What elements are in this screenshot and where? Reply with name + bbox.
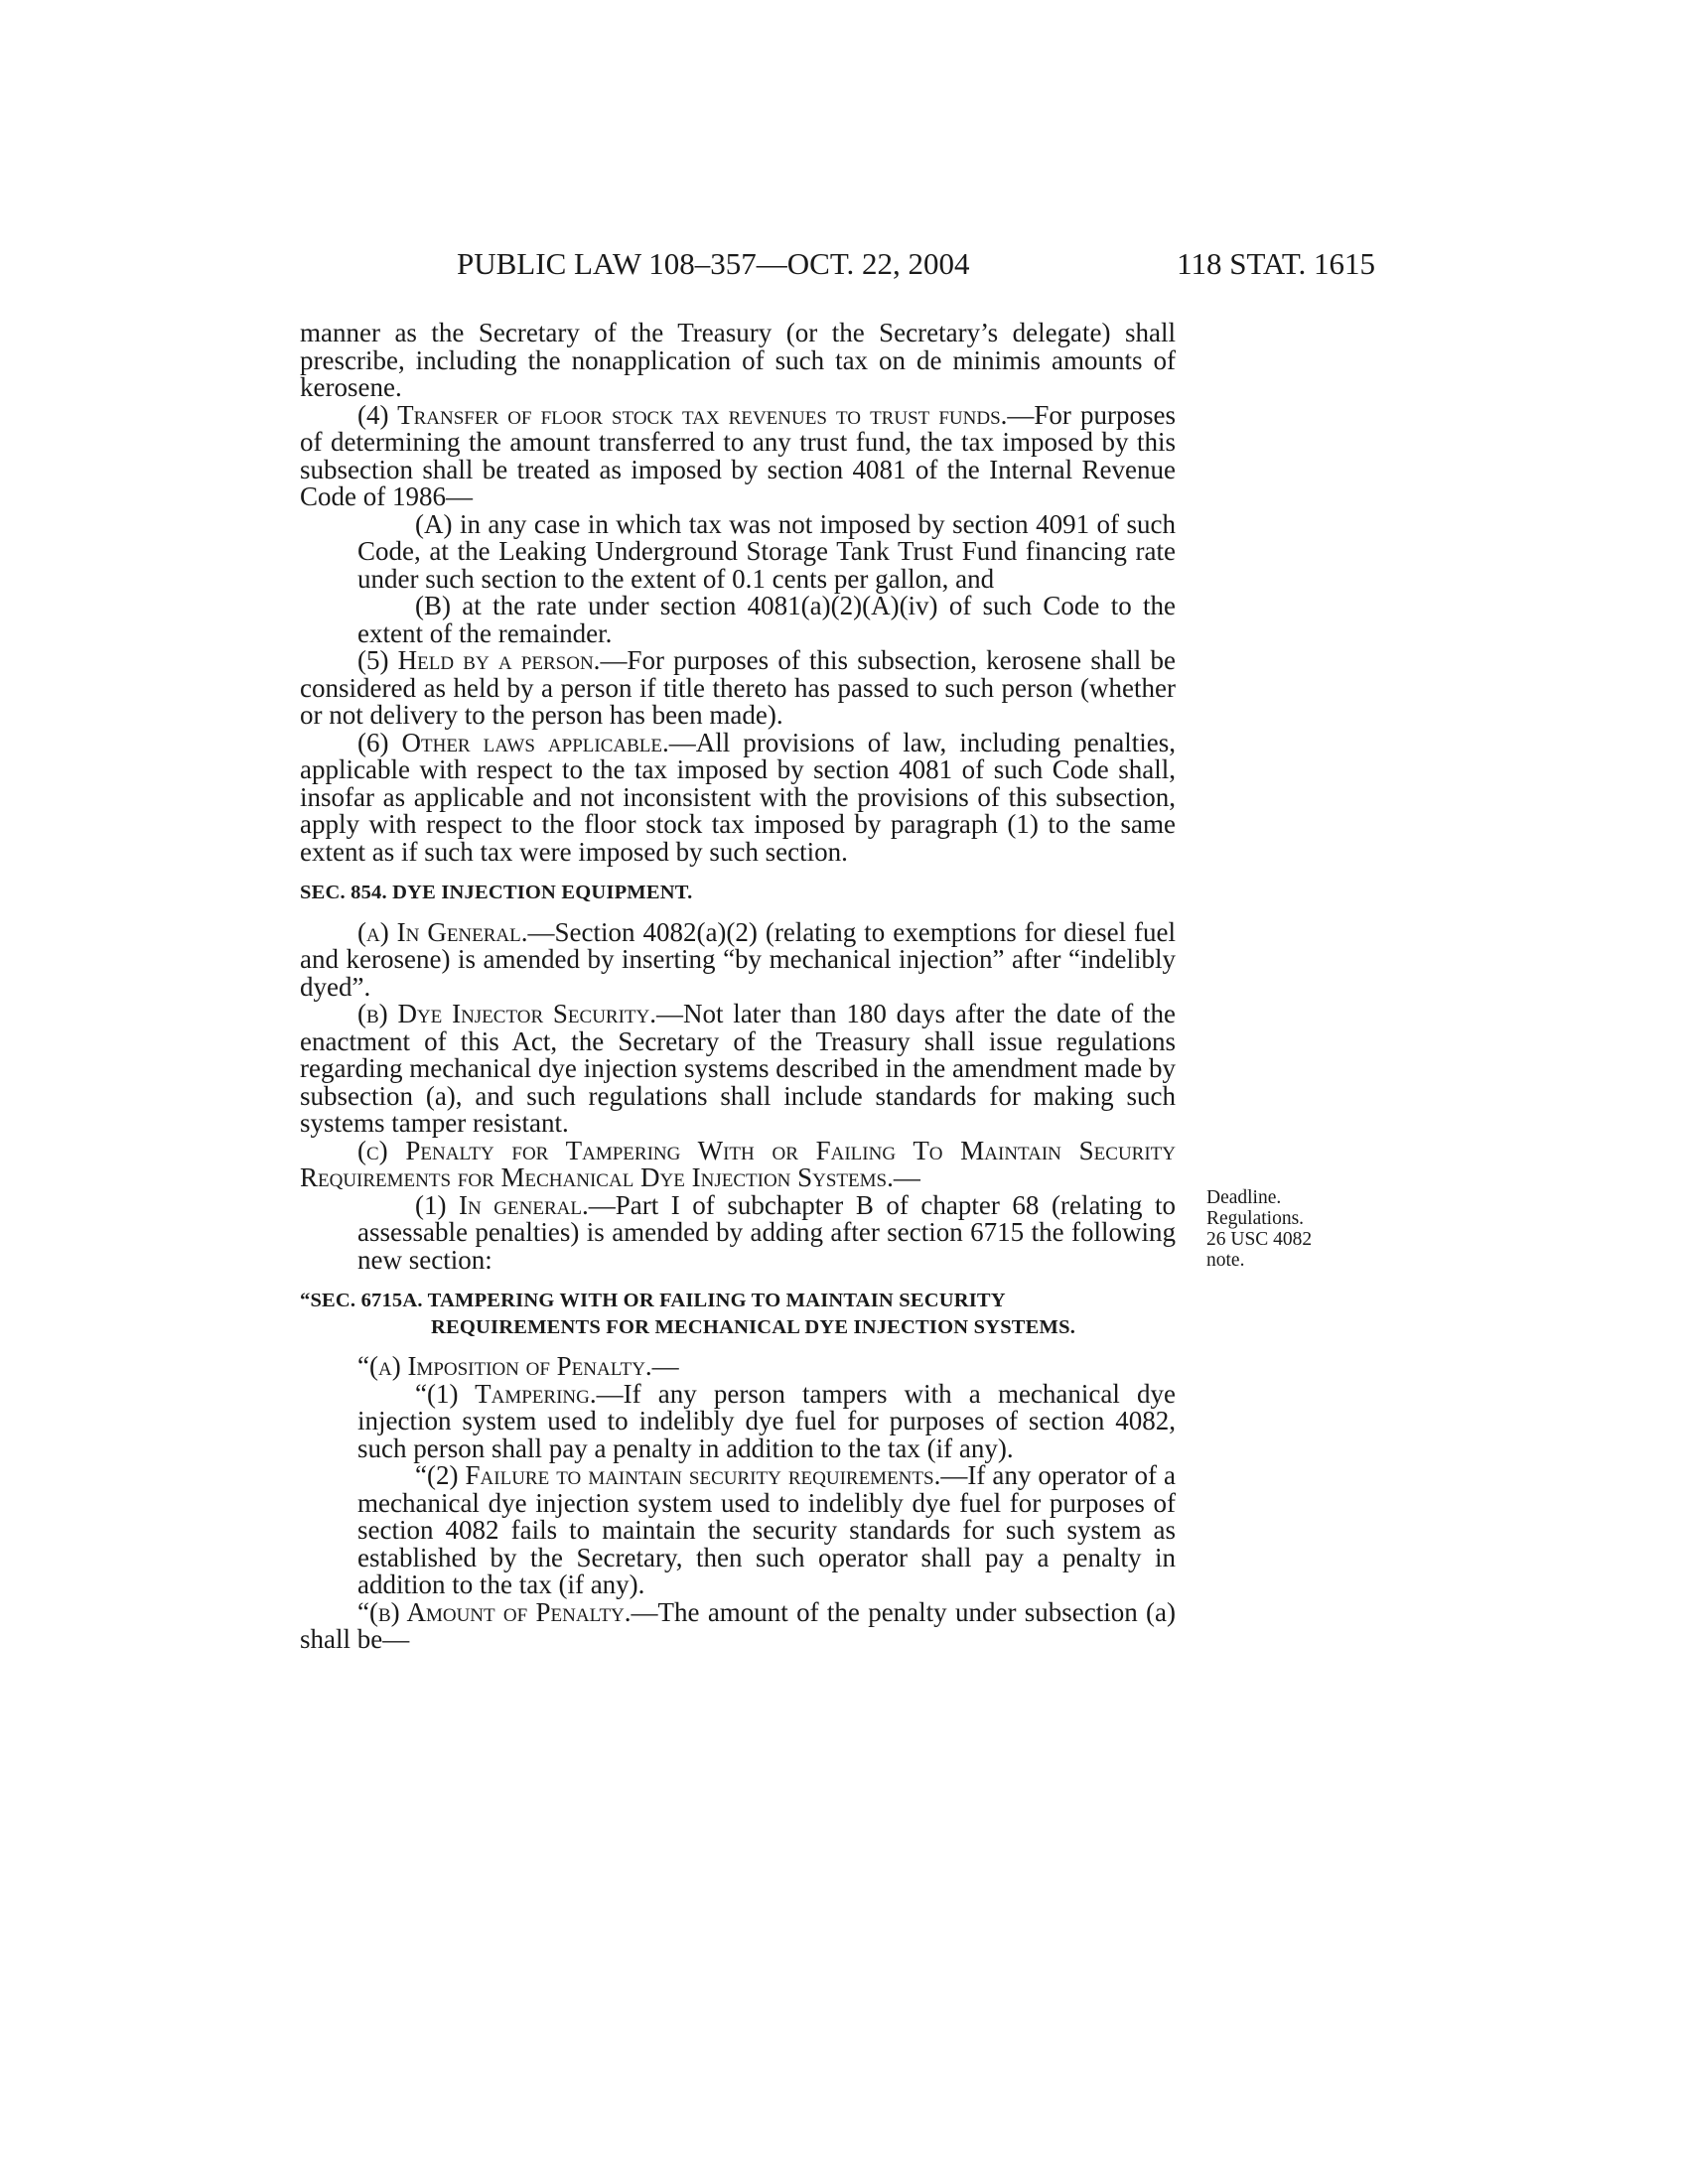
section-854-heading: SEC. 854. DYE INJECTION EQUIPMENT.: [300, 882, 693, 903]
margin-note: [1206, 1187, 1345, 1271]
paragraph-6-heading: (6) Other laws applicable.: [357, 727, 669, 757]
subsection-a-heading: (a) In General.: [357, 916, 528, 947]
document-body: [300, 320, 1176, 1654]
paragraph-continuation: manner as the Secretary of the Treasury (or the Secretary’s delegate) shall prescribe, including the nonapplication of such tax on de minimis amounts of kerosene.: [300, 318, 1176, 402]
quoted-paragraph-2: [300, 1462, 1176, 1599]
section-6715a-heading: “SEC. 6715A. TAMPERING WITH OR FAILING TO MAINTAIN SECURITY REQUIREMENTS FOR MECHANICAL DYE INJECTION SYSTEMS.: [300, 1290, 1076, 1338]
margin-note-usc: 26 USC 4082: [1206, 1229, 1313, 1250]
quoted-subsection-a: [300, 1353, 1176, 1381]
subsection-c-text: —: [893, 1162, 920, 1192]
subsection-c-1-heading: (1) In general.: [415, 1189, 589, 1220]
paragraph-5-text: —For purposes of this subsection, kerosene shall be considered as held by a person if title thereto has passed to such person (whether or not delivery to the person has been made).: [300, 645, 1176, 730]
paragraph-4-B: (B) at the rate under section 4081(a)(2)(A)(iv) of such Code to the extent of the remainder.: [357, 591, 1176, 648]
statute-page-number: 118 STAT. 1615: [1177, 246, 1375, 281]
quoted-subsection-a-text: —: [651, 1351, 679, 1381]
paragraph-4-text: —For purposes of determining the amount transferred to any trust fund, the tax imposed by this subsection shall be treated as imposed by section 4081 of the Internal Revenue Code of 1986—: [300, 399, 1176, 511]
subsection-b-text: —Not later than 180 days after the date of the enactment of this Act, the Secretary of the Treasury shall issue regulations regarding mechanical dye injection systems described in the amendment made by subsection (a), and such regulations shall include standards for making such systems tamper resistant.: [300, 999, 1176, 1138]
paragraph-6: [300, 727, 1176, 867]
quoted-paragraph-1-heading: “(1) Tampering.: [415, 1378, 597, 1409]
quoted-paragraph-2-text: —If any operator of a mechanical dye injection system used to indelibly dye fuel for purposes of section 4082 fails to maintain the security standards for such system as established by the Secretary, then such operator shall pay a penalty in addition to the tax (if any).: [357, 1460, 1176, 1599]
quoted-subsection-a-heading: “(a) Imposition of Penalty.: [357, 1351, 652, 1381]
subsection-c-1: [300, 1189, 1176, 1275]
paragraph-6-text: —All provisions of law, including penalties, applicable with respect to the tax imposed by section 4081 of such Code shall, insofar as applicable and not inconsistent with the provisions of this subsection, apply with respect to the floor stock tax imposed by paragraph (1) to the same extent as if such tax were imposed by such section.: [300, 727, 1176, 867]
subsection-a-text: —Section 4082(a)(2) (relating to exemptions for diesel fuel and kerosene) is amended by inserting “by mechanical injection” after “indelibly dyed”.: [300, 916, 1176, 1002]
quoted-subsection-b-text: —The amount of the penalty under subsection (a) shall be—: [300, 1596, 1177, 1654]
public-law-citation: PUBLIC LAW 108–357—OCT. 22, 2004: [457, 246, 970, 281]
subsection-b-heading: (b) Dye Injector Security.: [357, 999, 657, 1028]
paragraph-4: [300, 399, 1176, 511]
margin-note-regulations: Regulations.: [1206, 1208, 1305, 1229]
paragraph-4-heading: (4) Transfer of floor stock tax revenues to trust funds.: [357, 399, 1008, 430]
paragraph-5-heading: (5) Held by a person.: [357, 645, 601, 675]
subsection-c-heading: (c) Penalty for Tampering With or Failing To Maintain Security Requirements for Mechanical Dye Injection Systems.: [300, 1135, 1176, 1192]
margin-note-deadline: Deadline.: [1206, 1187, 1282, 1208]
page-header: [457, 246, 1375, 286]
quoted-subsection-b-heading: “(b) Amount of Penalty.: [357, 1596, 632, 1627]
margin-note-note: note.: [1206, 1250, 1245, 1271]
quoted-paragraph-2-heading: “(2) Failure to maintain security requirements.: [415, 1460, 941, 1490]
paragraph-4-A: (A) in any case in which tax was not imposed by section 4091 of such Code, at the Leaking Underground Storage Tank Trust Fund financing rate under such section to the extent of 0.1 cents per gallon, and: [357, 508, 1176, 594]
subsection-a: [300, 916, 1176, 1002]
paragraph-5: [300, 647, 1176, 730]
subsection-c: [300, 1135, 1176, 1192]
subsection-b: [300, 1001, 1176, 1138]
quoted-paragraph-1-text: —If any person tampers with a mechanical dye injection system used to indelibly dye fuel for purposes of section 4082, such person shall pay a penalty in addition to the tax (if any).: [357, 1378, 1177, 1463]
subsection-c-1-text: —Part I of subchapter B of chapter 68 (relating to assessable penalties) is amended by adding after section 6715 the following new section:: [357, 1189, 1176, 1275]
quoted-subsection-b: [300, 1596, 1177, 1654]
quoted-paragraph-1: [300, 1378, 1177, 1463]
